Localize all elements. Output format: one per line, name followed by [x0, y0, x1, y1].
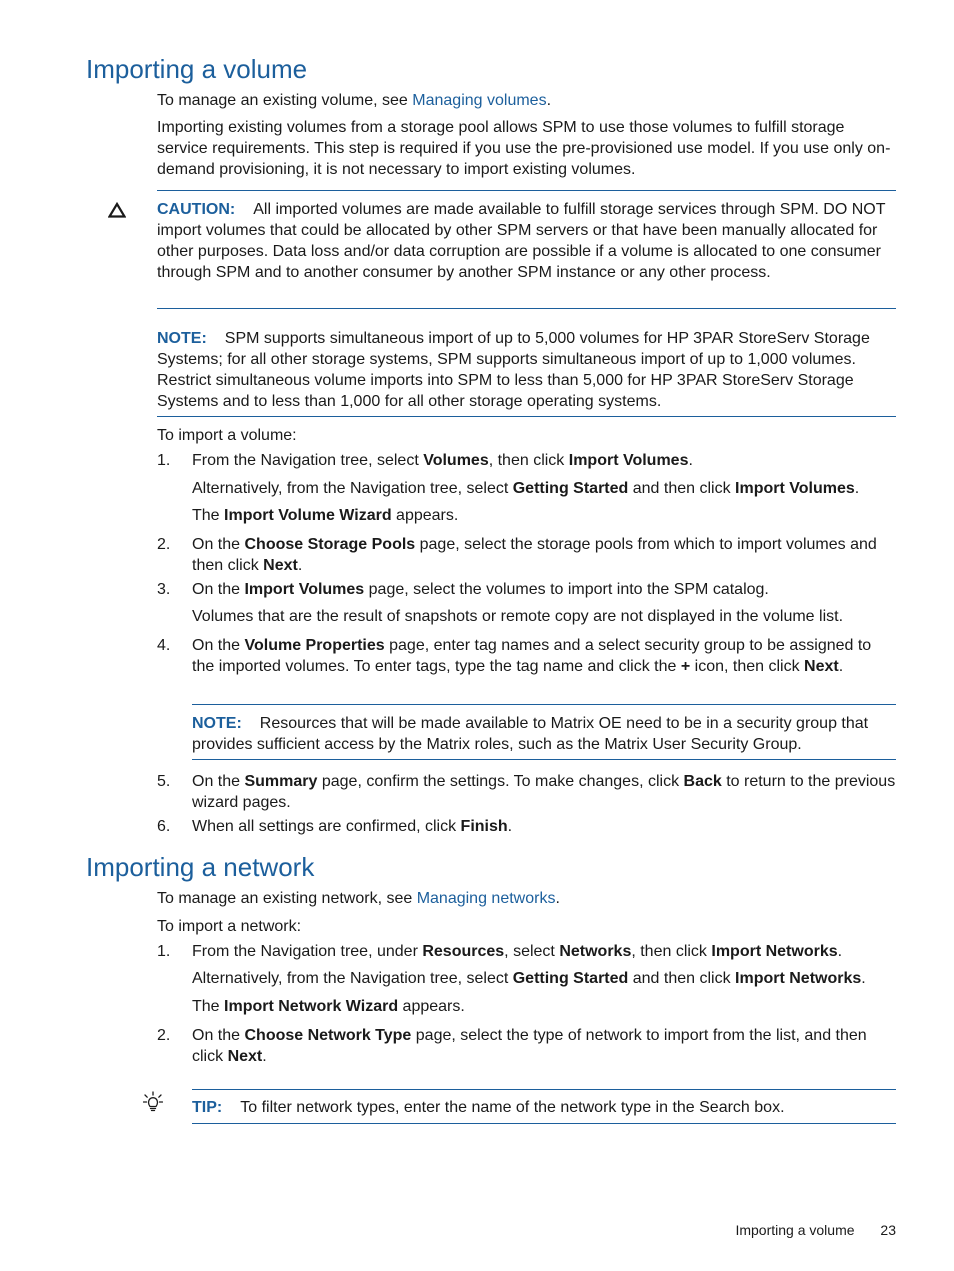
volume-step-3: On the Import Volumes page, select the volumes to import into the SPM catalog. — [192, 581, 769, 598]
section-heading-volume: Importing a volume — [86, 54, 308, 84]
step-number: 2. — [157, 1027, 171, 1044]
step-number: 6. — [157, 818, 171, 835]
page-footer — [735, 1222, 896, 1238]
managing-volumes-link[interactable]: Managing volumes — [412, 92, 547, 109]
volume-step-2: On the Choose Storage Pools page, select the storage pools from which to import volumes and then click Next. — [192, 536, 877, 574]
caution-top-rule — [157, 190, 896, 191]
step-number: 5. — [157, 773, 171, 790]
network-intro: To manage an existing network, see Managing networks. — [157, 890, 560, 907]
tip-text: To filter network types, enter the name of the network type in the Search box. — [240, 1099, 785, 1116]
caution-text: All imported volumes are made available to fulfill storage services through SPM. DO NOT import volumes that could be allocated by other SPM servers or that have been manually allocated for other purposes. Data loss and/or data corruption are possible if a volume is allocated to one consumer through SPM and to another consumer by another SPM instance or any other process. — [157, 201, 886, 281]
caution-label: CAUTION: — [157, 201, 236, 218]
volume-step-4: On the Volume Properties page, enter tag names and a select security group to be assigned to the imported volumes. To enter tags, type the tag name and click the + icon, then click Next. — [192, 637, 872, 675]
section-heading-network: Importing a network — [86, 852, 315, 882]
step-number: 1. — [157, 452, 171, 469]
tip-block — [192, 1097, 897, 1118]
step-4-note-top-rule — [192, 704, 896, 705]
network-step-1-alternative: Alternatively, from the Navigation tree, select Getting Started and then click Import Networks. — [192, 970, 866, 987]
step-number: 1. — [157, 943, 171, 960]
volume-step-5: On the Summary page, confirm the settings. To make changes, click Back to return to the previous wizard pages. — [192, 773, 896, 811]
network-step-1-result: The Import Network Wizard appears. — [192, 998, 465, 1015]
lightbulb-icon — [143, 1091, 163, 1118]
volume-step-3-extra: Volumes that are the result of snapshots or remote copy are not displayed in the volume list. — [192, 608, 844, 625]
note-block — [157, 328, 897, 412]
volume-description: Importing existing volumes from a storage pool allows SPM to use those volumes to fulfill storage service requirements. This step is required if you use the pre-provisioned use model. If you use only on-demand provisioning, it is not necessary to import existing volumes. — [157, 119, 891, 178]
network-step-1: From the Navigation tree, under Resources, select Networks, then click Import Networks. — [192, 943, 843, 960]
volume-steps-intro: To import a volume: — [157, 427, 297, 444]
note-label: NOTE: — [157, 330, 207, 347]
note-text: Resources that will be made available to Matrix OE need to be in a security group that provides sufficient access by the Matrix roles, such as the Matrix User Security Group. — [192, 715, 869, 753]
note-bottom-rule — [157, 416, 896, 417]
volume-step-1: From the Navigation tree, select Volumes, then click Import Volumes. — [192, 452, 693, 469]
caution-triangle-icon — [108, 202, 126, 223]
step-number: 3. — [157, 581, 171, 598]
note-text: SPM supports simultaneous import of up to 5,000 volumes for HP 3PAR StoreServ Storage Systems; for all other storage systems, SPM supports simultaneous import of up to 1,000 volumes. Restrict simultaneous volume imports into SPM to less than 5,000 for HP 3PAR StoreServ Storage Systems and to less than 1,000 for all other storage operating systems. — [157, 330, 870, 410]
note-label: NOTE: — [192, 715, 242, 732]
tip-label: TIP: — [192, 1099, 223, 1116]
network-steps-intro: To import a network: — [157, 918, 302, 935]
tip-top-rule — [192, 1089, 896, 1090]
step-4-note-bottom-rule — [192, 759, 896, 760]
volume-step-6: When all settings are confirmed, click Finish. — [192, 818, 513, 835]
network-step-2: On the Choose Network Type page, select the type of network to import from the list, and then click Next. — [192, 1027, 867, 1065]
volume-step-1-alternative: Alternatively, from the Navigation tree, select Getting Started and then click Import Volumes. — [192, 480, 860, 497]
managing-networks-link[interactable]: Managing networks — [416, 890, 556, 907]
step-4-note — [192, 713, 897, 755]
caution-bottom-rule — [157, 308, 896, 309]
caution-block — [157, 199, 897, 283]
footer-title: Importing a volume — [735, 1222, 855, 1238]
volume-step-1-result: The Import Volume Wizard appears. — [192, 507, 459, 524]
page-number: 23 — [880, 1222, 896, 1238]
volume-intro: To manage an existing volume, see Managing volumes. — [157, 92, 552, 109]
step-number: 2. — [157, 536, 171, 553]
tip-bottom-rule — [192, 1123, 896, 1124]
step-number: 4. — [157, 637, 171, 654]
